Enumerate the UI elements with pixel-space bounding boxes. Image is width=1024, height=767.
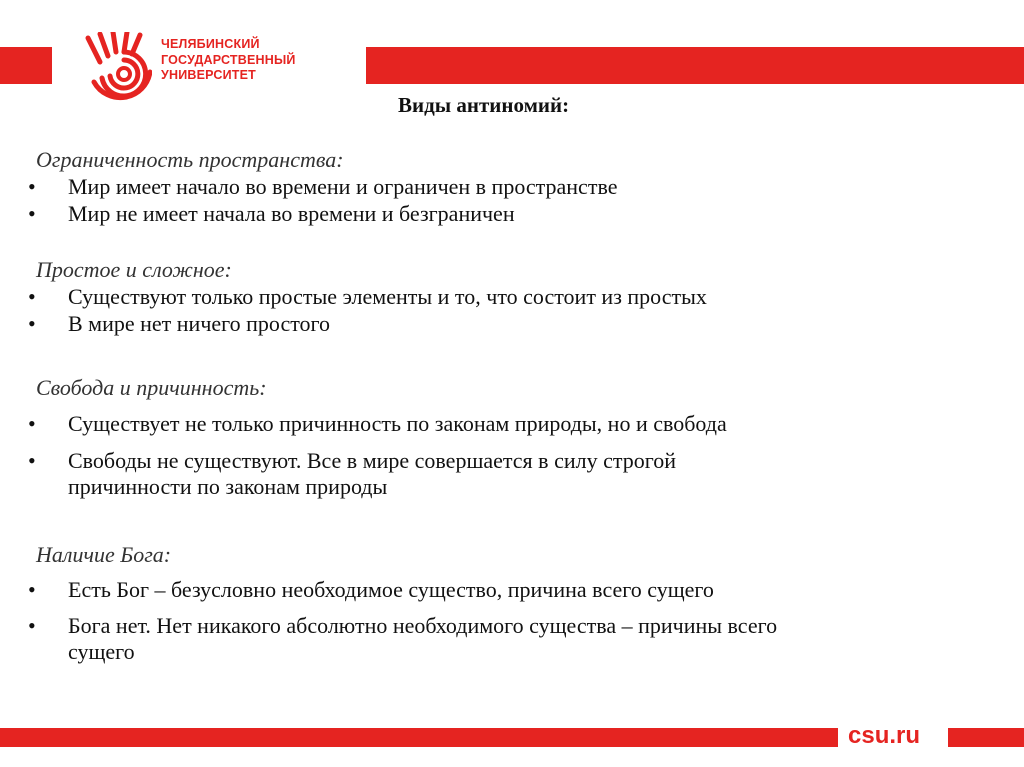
list-item-text: В мире нет ничего простого (68, 311, 331, 336)
bullet: • (28, 411, 36, 436)
list-item-text: Мир имеет начало во времени и ограничен в пространстве (68, 174, 618, 199)
section-heading-space: Ограниченность пространства: (36, 147, 344, 172)
header-bar-right (366, 47, 1024, 84)
university-name-line-2: ГОСУДАРСТВЕННЫЙ (161, 52, 296, 67)
list-item-text: Есть Бог – безусловно необходимое существо, причина всего сущего (68, 577, 714, 602)
bullet: • (28, 311, 36, 336)
university-name-line-1: ЧЕЛЯБИНСКИЙ (161, 37, 260, 51)
list-item-text: причинности по законам природы (68, 474, 388, 499)
bullet: • (28, 284, 36, 309)
csu-spiral-logo-icon (80, 32, 152, 104)
list-item-text: Мир не имеет начала во времени и безграничен (68, 201, 515, 226)
list-item-text: Существуют только простые элементы и то, что состоит из простых (68, 284, 707, 309)
header-bar-left (0, 47, 52, 84)
university-name-line-3: УНИВЕРСИТЕТ (161, 68, 256, 82)
university-name (161, 37, 296, 84)
list-item-text: Бога нет. Нет никакого абсолютно необходимого существа – причины всего (68, 613, 778, 638)
slide-title: Виды антиномий: (398, 93, 570, 117)
footer-bar-left (0, 728, 838, 747)
list-item-text: сущего (68, 639, 135, 664)
section-heading-simple: Простое и сложное: (36, 257, 232, 282)
section-heading-freedom: Свобода и причинность: (36, 375, 267, 400)
footer-bar-right (948, 728, 1024, 747)
list-item-text: Свободы не существуют. Все в мире совершается в силу строгой (68, 448, 676, 473)
bullet: • (28, 448, 36, 473)
bullet: • (28, 201, 36, 226)
list-item-text: Существует не только причинность по законам природы, но и свобода (68, 411, 727, 436)
section-heading-god: Наличие Бога: (36, 542, 172, 567)
site-url: csu.ru (848, 722, 921, 749)
bullet: • (28, 174, 36, 199)
bullet: • (28, 613, 36, 638)
bullet: • (28, 577, 36, 602)
